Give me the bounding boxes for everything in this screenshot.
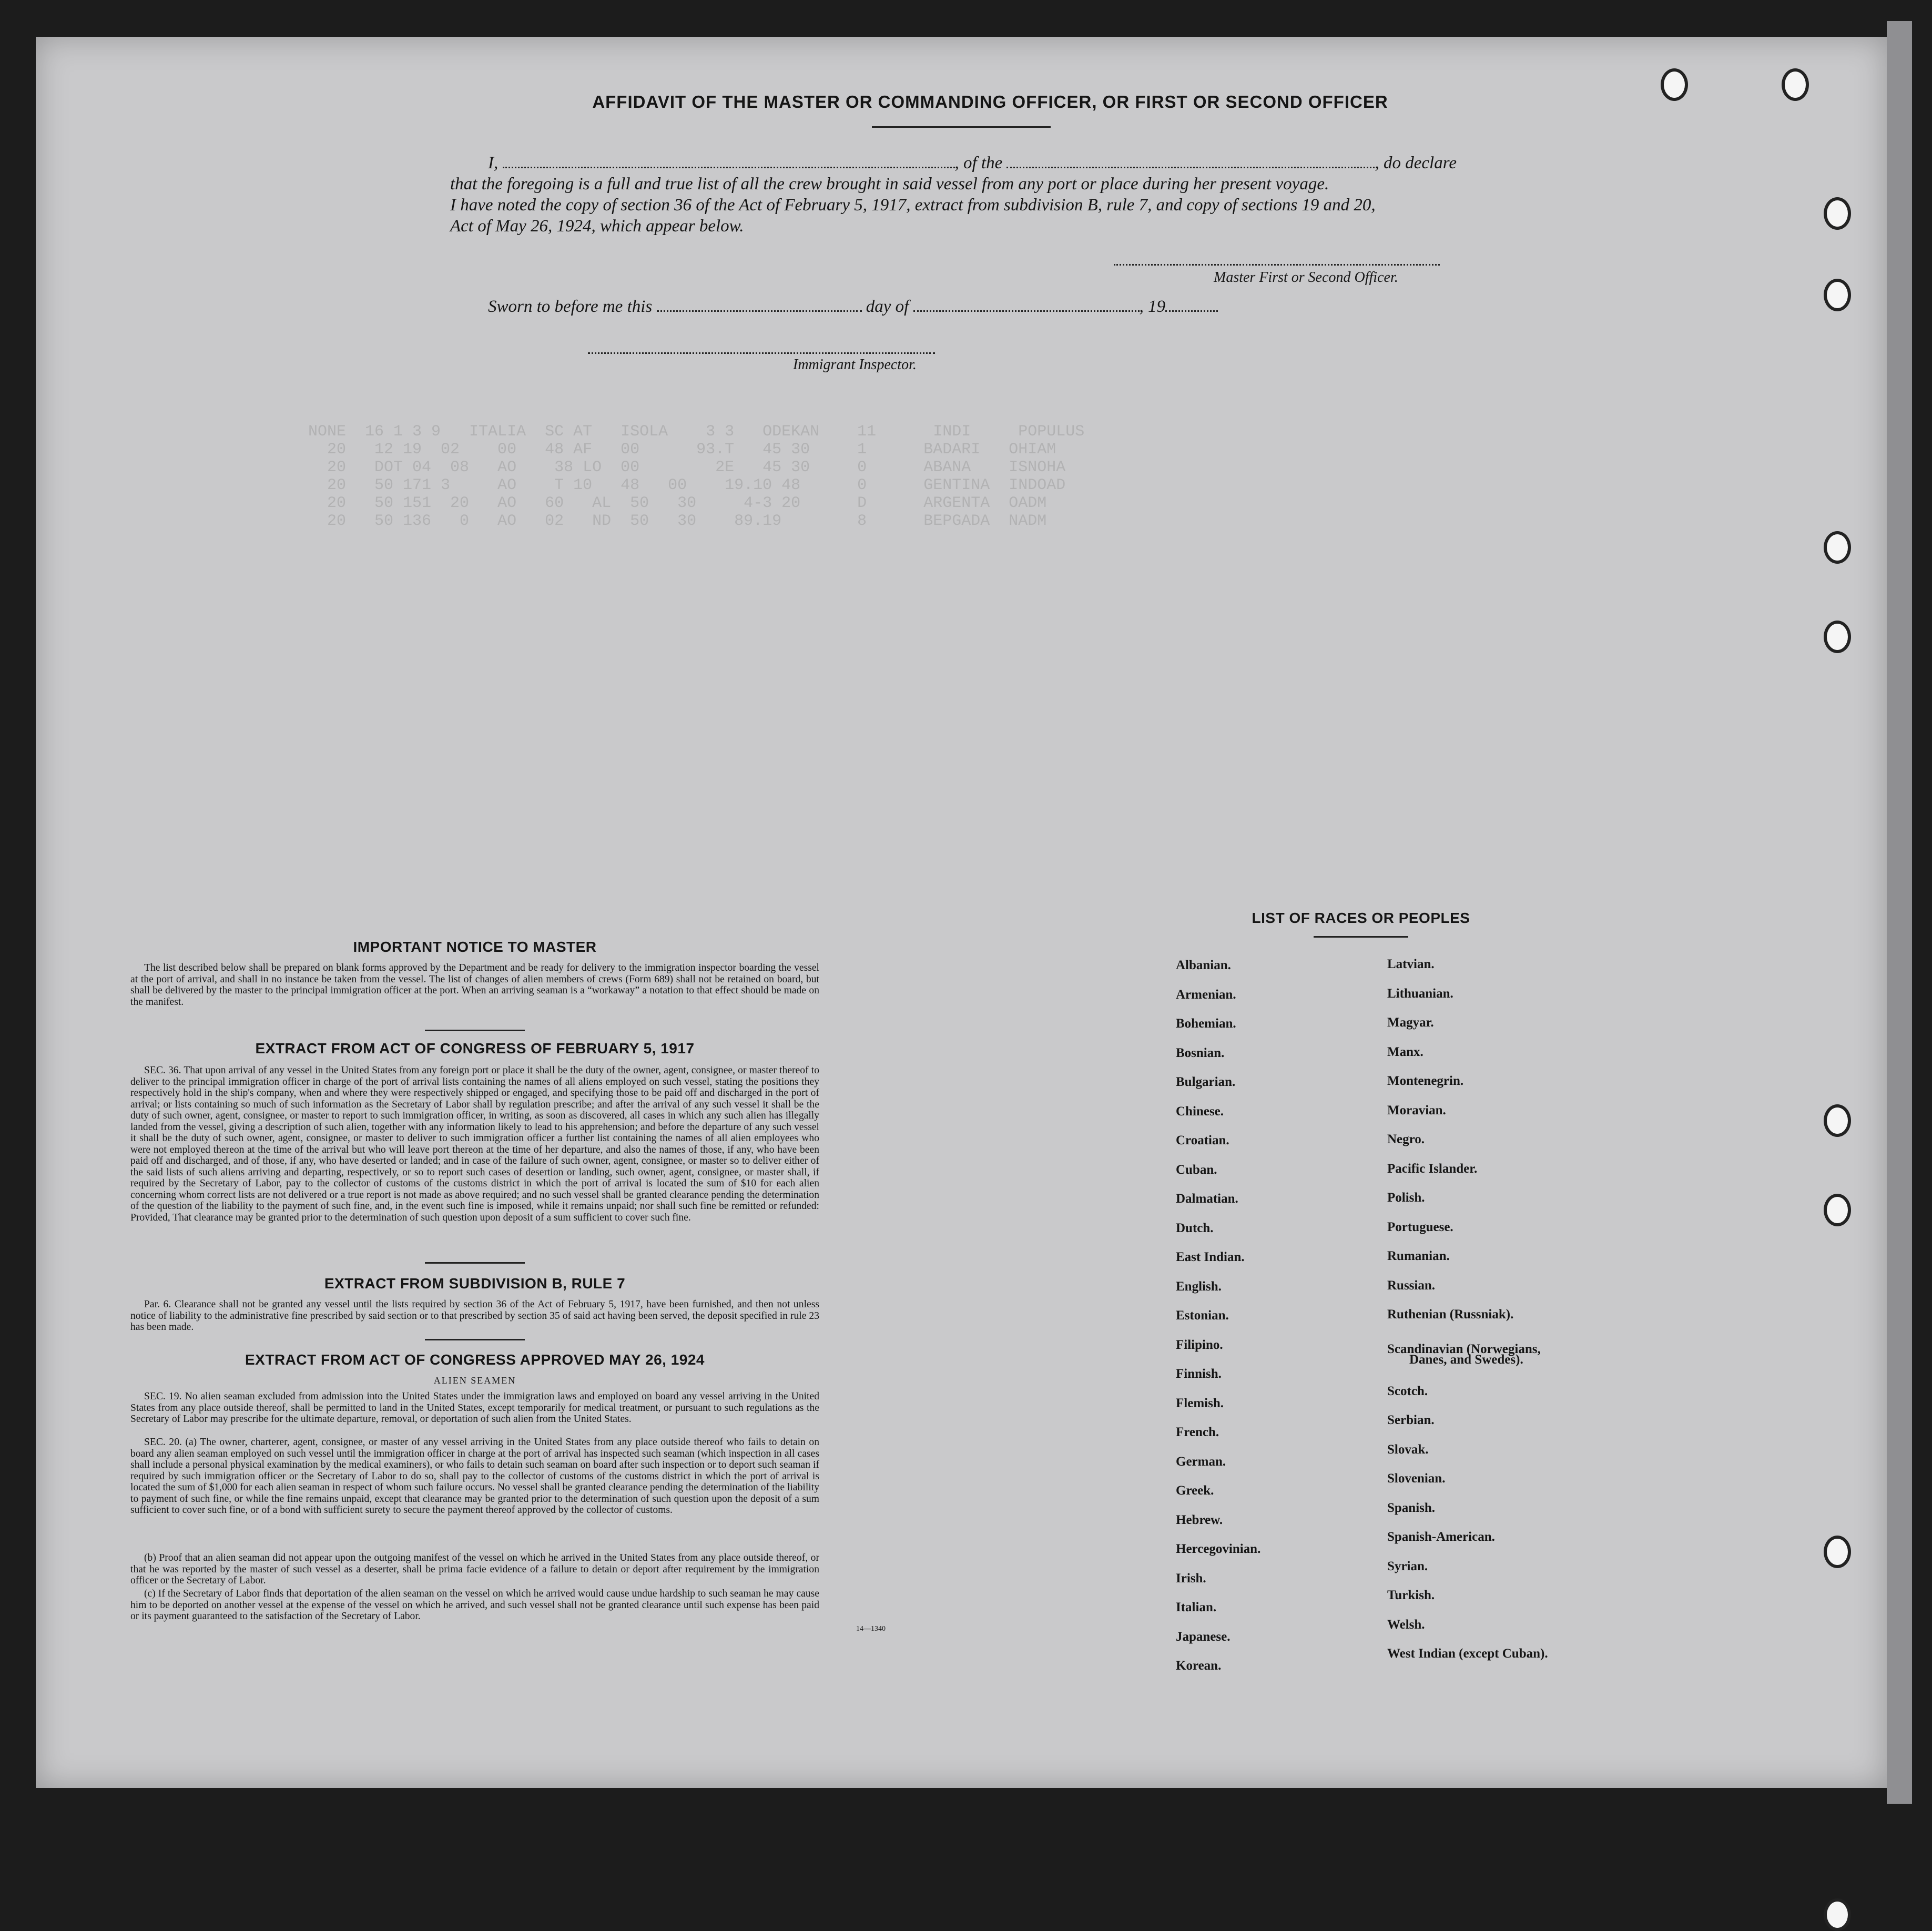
race-item: Bulgarian. — [1176, 1075, 1236, 1089]
punch-hole — [1782, 68, 1809, 101]
race-item: Cuban. — [1176, 1162, 1217, 1177]
divider — [425, 1262, 525, 1264]
punch-hole — [1824, 279, 1851, 311]
race-item: Spanish-American. — [1387, 1530, 1495, 1544]
inspector-signature-label: Immigrant Inspector. — [793, 357, 917, 373]
extract-1924-title: EXTRACT FROM ACT OF CONGRESS APPROVED MAY 26, 1924 — [245, 1351, 705, 1368]
vessel-blank[interactable] — [1006, 167, 1375, 168]
punch-hole — [1824, 1536, 1851, 1568]
race-item: French. — [1176, 1425, 1219, 1439]
affidavit-line1-prefix: I, — [488, 154, 499, 172]
race-item: Croatian. — [1176, 1133, 1229, 1147]
affidavit-line-1 — [488, 154, 1457, 173]
sworn-year-blank[interactable] — [1165, 310, 1218, 312]
divider — [425, 1030, 525, 1031]
race-item: English. — [1176, 1279, 1222, 1294]
race-item: East Indian. — [1176, 1250, 1245, 1264]
race-item: Latvian. — [1387, 957, 1435, 971]
race-item: Dutch. — [1176, 1221, 1214, 1235]
race-item: Scandinavian (Norwegians, — [1387, 1341, 1541, 1356]
punch-hole — [1824, 1104, 1851, 1137]
master-signature-line[interactable] — [1114, 264, 1440, 266]
race-item: Spanish. — [1387, 1500, 1436, 1515]
rule7-text: Par. 6. Clearance shall not be granted any vessel until the lists required by section 36 of the Act of February 5, 1917, have been furnished, and then not unless notice of liability to the administrative fine prescribed by said section or to that prescribed by section 35 of said act having been served, the deposit specified in rule 23 has been made. — [130, 1299, 819, 1333]
race-item: Pacific Islander. — [1387, 1161, 1478, 1176]
page-edge — [1887, 21, 1912, 1804]
affidavit-line-4: Act of May 26, 1924, which appear below. — [450, 217, 744, 236]
sworn-month-blank[interactable] — [913, 310, 1140, 312]
inspector-signature-line[interactable] — [588, 352, 935, 354]
punch-hole — [1824, 531, 1851, 564]
bleed-through-text: NONE 16 1 3 9 ITALIA SC AT ISOLA 3 3 ODEKAN 11 INDI POPULUS 20 12 19 02 00 48 AF 00 93.T 45 30 1 BADARI OHIAM 20 DOT 04 08 AO 38 LO 00 2E 45 30 0 ABANA ISNOHA 20 50 171 3 AO T 10 48 00 19.10 48 0 GENTINA INDOAD 20 50 151 20 AO 60 AL 50 30 4-3 20 D ARGENTA OADM 20 50 136 0 AO 02 ND 50 30 89.19 8 BEPGADA NADM — [308, 423, 1085, 530]
manifest-page — [36, 37, 1887, 1788]
race-item: Rumanian. — [1387, 1249, 1450, 1263]
name-blank[interactable] — [503, 167, 955, 168]
sec20c-text: (c) If the Secretary of Labor finds that deportation of the alien seaman on the vessel on which he arrived would cause undue hardship to such seaman he may cause him to be deported on another vessel at the expense of the vessel on which he arrived, and such vessel shall not be granted clearance until such expense has been paid or its payment guaranteed to the satisfaction of the Secretary of Labor. — [130, 1588, 819, 1622]
race-item: Turkish. — [1387, 1588, 1435, 1602]
alien-seamen-subtitle: ALIEN SEAMEN — [433, 1375, 516, 1386]
race-item: Slovak. — [1387, 1442, 1429, 1457]
race-item: Armenian. — [1176, 987, 1236, 1002]
sworn-year: , 19 — [1139, 297, 1166, 316]
race-item: Dalmatian. — [1176, 1192, 1238, 1206]
race-item: Moravian. — [1387, 1103, 1446, 1117]
punch-hole — [1824, 1194, 1851, 1226]
race-item: Negro. — [1387, 1132, 1425, 1146]
extract-1917-title: EXTRACT FROM ACT OF CONGRESS OF FEBRUARY 5, 1917 — [255, 1040, 695, 1056]
sec20a-text: SEC. 20. (a) The owner, charterer, agent, consignee, or master of any vessel arriving in the United States from any place outside thereof who fails to detain on board any alien seaman employed on such vessel until the immigration officer in charge at the port of arrival has inspected such seaman (which inspection in all cases shall include a personal physical examination by the medical examiners), or who fails to detain such seaman on board after such inspection or to deport such seaman if required by such immigration officer or the Secretary of Labor to do so, shall pay to the collector of customs of the customs district in which the port of arrival is located the sum of $1,000 for each alien seaman in respect of whom such failure occurs. No vessel shall be granted clearance pending the determination of the liability to payment of such fine, or while the fine remains unpaid, except that clearance may be granted prior to the determination of such question upon the deposit of a sum sufficient to cover such fine, or of a bond with sufficient surety to secure the payment thereof approved by the collector of customs. — [130, 1437, 819, 1516]
rule7-title: EXTRACT FROM SUBDIVISION B, RULE 7 — [324, 1275, 626, 1292]
race-item: Chinese. — [1176, 1104, 1224, 1119]
master-signature-label: Master First or Second Officer. — [1214, 269, 1398, 286]
race-item: Danes, and Swedes). — [1409, 1352, 1523, 1367]
race-item: Finnish. — [1176, 1367, 1222, 1381]
race-item: Slovenian. — [1387, 1471, 1446, 1486]
race-item: Albanian. — [1176, 958, 1231, 972]
affidavit-line-2: that the foregoing is a full and true list of all the crew brought in said vessel from any port or place during her present voyage. — [450, 175, 1329, 194]
race-item: German. — [1176, 1454, 1226, 1469]
race-item: Magyar. — [1387, 1015, 1434, 1030]
sworn-mid: day of — [866, 297, 909, 316]
races-title: LIST OF RACES OR PEOPLES — [1252, 910, 1470, 926]
race-item: West Indian (except Cuban). — [1387, 1647, 1548, 1661]
punch-hole — [1661, 68, 1688, 101]
punch-hole — [1824, 621, 1851, 653]
race-item: Estonian. — [1176, 1308, 1229, 1323]
race-item: Flemish. — [1176, 1396, 1224, 1410]
races-rule — [1314, 936, 1408, 938]
race-item: Portuguese. — [1387, 1219, 1453, 1234]
affidavit-line-3: I have noted the copy of section 36 of the Act of February 5, 1917, extract from subdivision B, rule 7, and copy of sections 19 and 20, — [450, 196, 1376, 215]
sworn-prefix: Sworn to before me this — [488, 297, 653, 316]
race-item: Polish. — [1387, 1191, 1425, 1205]
sworn-line — [488, 297, 1218, 317]
race-item: Hebrew. — [1176, 1512, 1223, 1527]
affidavit-title-rule — [872, 126, 1051, 128]
race-item: Russian. — [1387, 1278, 1436, 1293]
punch-hole — [1824, 197, 1851, 230]
form-code: 14—1340 — [856, 1625, 886, 1633]
race-item: Bosnian. — [1176, 1045, 1225, 1060]
sec19-text: SEC. 19. No alien seaman excluded from admission into the United States under the immigration laws and employed on board any vessel arriving in the United States from any place outside thereof, shall be permitted to land in the United States, except temporarily for medical treatment, or pursuant to such regulations as the Secretary of Labor may prescribe for the ultimate departure, removal, or deportation of such alien from the United States. — [130, 1391, 819, 1425]
race-item: Syrian. — [1387, 1559, 1428, 1573]
divider — [425, 1339, 525, 1340]
sec20b-text: (b) Proof that an alien seaman did not appear upon the outgoing manifest of the vessel on which he arrived in the United States from any place outside thereof, or that he was reported by the master of such vessel as a deserter, shall be prima facie evidence of a failure to detain or deport after requirement by the immigration officer or the Secretary of Labor. — [130, 1552, 819, 1586]
race-item: Filipino. — [1176, 1337, 1223, 1352]
race-item: Greek. — [1176, 1483, 1214, 1498]
race-item: Bohemian. — [1176, 1017, 1236, 1031]
race-item: Hercegovinian. — [1176, 1542, 1261, 1556]
race-item: Montenegrin. — [1387, 1074, 1464, 1088]
race-item: Italian. — [1176, 1600, 1217, 1614]
affidavit-title: AFFIDAVIT OF THE MASTER OR COMMANDING OFFICER, OR FIRST OR SECOND OFFICER — [592, 92, 1388, 111]
affidavit-line1-suffix: , do declare — [1375, 154, 1457, 172]
race-item: Japanese. — [1176, 1629, 1231, 1644]
notice-title: IMPORTANT NOTICE TO MASTER — [353, 939, 597, 955]
punch-hole — [1824, 1898, 1851, 1931]
extract-1917-text: SEC. 36. That upon arrival of any vessel in the United States from any foreign port or place it shall be the duty of the owner, agent, consignee, or master thereof to deliver to the principal immigration officer in charge of the port of arrival lists containing the names of all aliens employed on such vessel, stating the positions they respectively hold in the ship's company, when and where they were respectively shipped or engaged, and specifying those to be paid off and discharged in the port of arrival; or lists containing so much of such information as the Secretary of Labor shall by regulation prescribe; and after the arrival of any such vessel it shall be the duty of such owner, agent, consignee, or master to report to such immigration officer, in writing, as soon as discovered, all cases in which any such alien has illegally landed from the vessel, giving a description of such alien, together with any information likely to lead to his apprehension; and before the departure of any such vessel it shall be the duty of such owner, agent, consignee, or master to deliver to such immigration officer a further list containing the names of all alien employees who were not employed thereon at the time of the arrival but who will leave port thereon at the time of her departure, and also the names of those, if any, who have been paid off and discharged, and of those, if any, who have deserted or landed; and in case of the failure of such owner, agent, consignee, or master so to deliver either of the said lists of such aliens arriving and departing, respectively, or so to report such cases of desertion or landing, such owner, agent, consignee, or master shall, if required by the Secretary of Labor, pay to the collector of customs of the customs district in which the port of arrival is located the sum of $10 for each alien concerning whom correct lists are not delivered or a true report is not made as above required; and no such vessel shall be granted clearance pending the determination of the question of the liability to the payment of such fine, and, in the event such fine is imposed, while it remains unpaid; nor shall such fine be remitted or refunded: Provided, That clearance may be granted prior to the determination of such question upon deposit of a sum sufficient to cover such fine. — [130, 1065, 819, 1223]
affidavit-line1-mid: , of the — [954, 154, 1003, 172]
sworn-day-blank[interactable] — [657, 310, 862, 312]
race-item: Korean. — [1176, 1659, 1222, 1673]
race-item: Lithuanian. — [1387, 986, 1453, 1001]
race-item: Scotch. — [1387, 1384, 1428, 1398]
race-item: Welsh. — [1387, 1617, 1425, 1632]
race-item: Serbian. — [1387, 1413, 1435, 1427]
race-item: Manx. — [1387, 1044, 1423, 1059]
race-item: Irish. — [1176, 1571, 1206, 1586]
notice-text: The list described below shall be prepared on blank forms approved by the Department and be ready for delivery to the immigration inspector boarding the vessel at the port of arrival, and shall in no instance be taken from the vessel. The list of changes of alien members of crews (Form 689) shall not be retained on board, but shall be delivered by the master to the principal immigration officer at the port. When an arriving seaman is a “workaway” a notation to that effect should be made on the manifest. — [130, 962, 819, 1008]
race-item: Ruthenian (Russniak). — [1387, 1307, 1514, 1322]
